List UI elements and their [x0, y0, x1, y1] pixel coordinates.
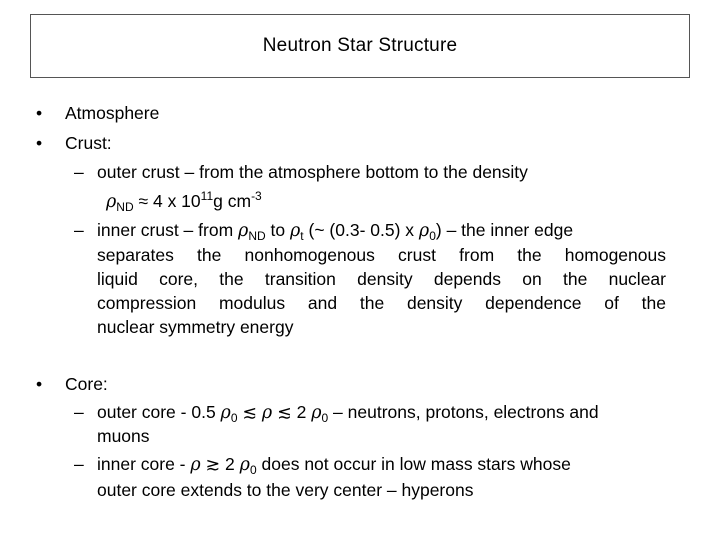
rho-symbol: ρ	[311, 403, 322, 423]
inner-crust-prefix: inner crust – from	[97, 220, 239, 240]
rho-subscript: 0	[230, 411, 238, 425]
outer-core-first-line	[97, 400, 599, 425]
exponent: 11	[200, 189, 214, 203]
outer-core-prefix: outer core - 0.5	[97, 402, 221, 422]
range-text: (~ (0.3- 0.5) x	[303, 220, 419, 240]
outer-core-particles: – neutrons, protons, electrons and	[328, 402, 599, 422]
to-text: to	[265, 220, 290, 240]
inner-crust-text: compression modulus and the density dependence of the	[97, 293, 666, 313]
rho-symbol: ρ	[190, 455, 201, 475]
rho-symbol: ρ	[261, 403, 273, 423]
rho-symbol: ρ	[290, 221, 301, 241]
inner-edge-text: ) – the inner edge	[435, 220, 574, 240]
rho-symbol: ρ	[239, 455, 250, 475]
bullet-dot: •	[36, 374, 43, 394]
relation: ≲ 2	[272, 402, 312, 422]
bullet-dot: •	[36, 133, 43, 153]
unit-exponent: -3	[251, 189, 262, 203]
dash: –	[74, 162, 84, 182]
atmosphere-label: Atmosphere	[65, 103, 160, 123]
inner-crust-text: nuclear symmetry energy	[97, 317, 294, 337]
relation: ≳ 2	[200, 454, 240, 474]
bullet-dot: •	[36, 103, 43, 123]
title-box	[30, 14, 690, 78]
rho-symbol: ρ	[238, 221, 249, 241]
slide-title: Neutron Star Structure	[262, 35, 458, 56]
rho-symbol: ρ	[418, 221, 430, 241]
rho-subscript: ND	[116, 200, 134, 214]
rho-subscript: ND	[248, 229, 266, 243]
inner-core-text: does not occur in low mass stars whose	[256, 454, 571, 474]
relation: ≲	[237, 402, 262, 422]
inner-crust-first-line	[97, 218, 573, 243]
crust-label: Crust:	[65, 133, 112, 153]
rho-subscript: 0	[429, 229, 436, 243]
rho-subscript: 0	[249, 463, 257, 477]
outer-crust-text: outer crust – from the atmosphere bottom to the density	[97, 162, 528, 182]
inner-core-first-line	[97, 452, 571, 477]
outer-core-text: muons	[97, 426, 150, 446]
dash: –	[74, 402, 84, 422]
inner-crust-text: separates the nonhomogenous crust from the homogenous	[97, 245, 666, 265]
rho-subscript: 0	[321, 411, 329, 425]
rho-symbol: ρ	[106, 192, 117, 212]
dash: –	[74, 454, 84, 474]
rho-subscript: t	[300, 229, 304, 243]
unit: g cm	[213, 191, 252, 211]
approx-value: ≈ 4 x 10	[133, 191, 201, 211]
dash: –	[74, 220, 84, 240]
outer-crust-density	[106, 189, 262, 214]
rho-symbol: ρ	[220, 403, 231, 423]
inner-core-text: outer core extends to the very center – hyperons	[97, 480, 474, 500]
core-label: Core:	[65, 374, 108, 394]
inner-crust-text: liquid core, the transition density depends on the nuclear	[97, 269, 666, 289]
inner-core-prefix: inner core -	[97, 454, 191, 474]
